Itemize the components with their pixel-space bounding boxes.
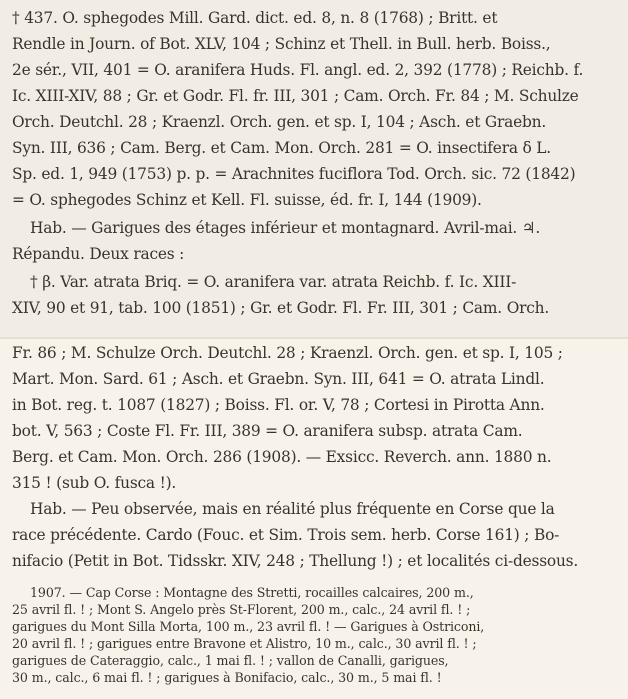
variety-heading-line: † β. Var. atrata Briq. = O. aranifera var. atrata Reichb. f. Ic. XIII- bbox=[30, 273, 517, 291]
text-line: Mart. Mon. Sard. 61 ; Asch. et Graebn. Syn. III, 641 = O. atrata Lindl. bbox=[12, 370, 545, 388]
note-line: 30 m., calc., 6 mai fl. ! ; garigues à Bonifacio, calc., 30 m., 5 mai fl. ! bbox=[12, 670, 442, 685]
note-line: 1907. — Cap Corse : Montagne des Stretti, rocailles calcaires, 200 m., bbox=[30, 585, 474, 600]
text-line: XIV, 90 et 91, tab. 100 (1851) ; Gr. et Godr. Fl. Fr. III, 301 ; Cam. Orch. bbox=[12, 299, 550, 317]
text-line: bot. V, 563 ; Coste Fl. Fr. III, 389 = O. aranifera subsp. atrata Cam. bbox=[12, 422, 523, 440]
text-line: Ic. XIII-XIV, 88 ; Gr. et Godr. Fl. fr. III, 301 ; Cam. Orch. Fr. 84 ; M. Schulze bbox=[12, 87, 579, 105]
text-line: Fr. 86 ; M. Schulze Orch. Deutchl. 28 ; Kraenzl. Orch. gen. et sp. I, 105 ; bbox=[12, 344, 563, 362]
text-line: = O. sphegodes Schinz et Kell. Fl. suisse, éd. fr. I, 144 (1909). bbox=[12, 191, 482, 209]
habitat-line: Hab. — Peu observée, mais en réalité plus fréquente en Corse que la bbox=[30, 500, 555, 518]
note-line: garigues de Cateraggio, calc., 1 mai fl. ! ; vallon de Canalli, garigues, bbox=[12, 653, 449, 668]
text-line: Berg. et Cam. Mon. Orch. 286 (1908). — Exsicc. Reverch. ann. 1880 n. bbox=[12, 448, 552, 466]
text-line: Sp. ed. 1, 949 (1753) p. p. = Arachnites fuciflora Tod. Orch. sic. 72 (1842) bbox=[12, 165, 576, 183]
text-line: Répandu. Deux races : bbox=[12, 245, 185, 263]
text-line: Syn. III, 636 ; Cam. Berg. et Cam. Mon. Orch. 281 = O. insectifera δ L. bbox=[12, 139, 551, 157]
text-line: Orch. Deutchl. 28 ; Kraenzl. Orch. gen. et sp. I, 104 ; Asch. et Graebn. bbox=[12, 113, 547, 131]
text-line: nifacio (Petit in Bot. Tidsskr. XIV, 248 ; Thellung !) ; et localités ci-dessous. bbox=[12, 552, 579, 570]
text-line: in Bot. reg. t. 1087 (1827) ; Boiss. Fl. or. V, 78 ; Cortesi in Pirotta Ann. bbox=[12, 396, 545, 414]
habitat-line: Hab. — Garigues des étages inférieur et montagnard. Avril-mai. ♃. bbox=[30, 219, 541, 237]
text-line: 315 ! (sub O. fusca !). bbox=[12, 474, 177, 492]
note-line: 20 avril fl. ! ; garigues entre Bravone et Alistro, 10 m., calc., 30 avril fl. ! ; bbox=[12, 636, 477, 651]
page-seam bbox=[0, 337, 628, 339]
text-line: † 437. O. sphegodes Mill. Gard. dict. ed. 8, n. 8 (1768) ; Britt. et bbox=[12, 9, 498, 27]
note-line: garigues du Mont Silla Morta, 100 m., 23 avril fl. ! — Garigues à Ostriconi, bbox=[12, 619, 485, 634]
text-line: race précédente. Cardo (Fouc. et Sim. Trois sem. herb. Corse 161) ; Bo- bbox=[12, 526, 560, 544]
text-line: 2e sér., VII, 401 = O. aranifera Huds. Fl. angl. ed. 2, 392 (1778) ; Reichb. f. bbox=[12, 61, 584, 79]
text-line: Rendle in Journ. of Bot. XLV, 104 ; Schinz et Thell. in Bull. herb. Boiss., bbox=[12, 35, 551, 53]
note-line: 25 avril fl. ! ; Mont S. Angelo près St-Florent, 200 m., calc., 24 avril fl. ! ; bbox=[12, 602, 471, 617]
